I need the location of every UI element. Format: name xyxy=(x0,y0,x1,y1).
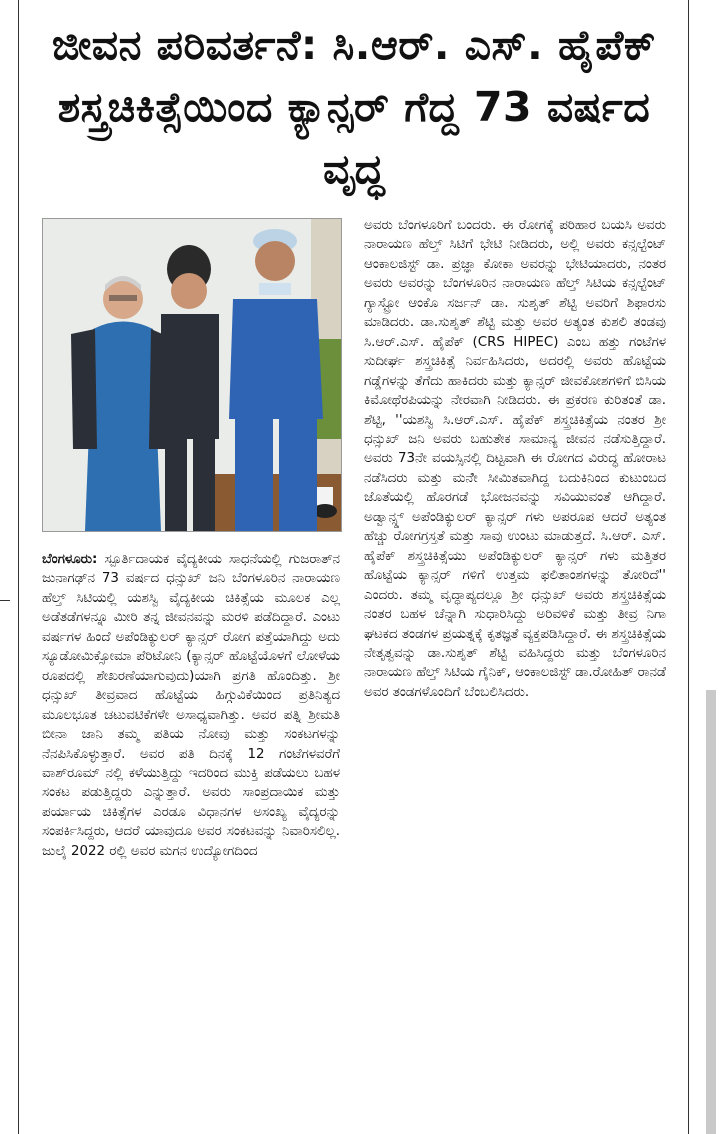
scroll-strip xyxy=(706,690,716,1134)
photo-man-jacket xyxy=(161,314,219,439)
photo-man-leg-left xyxy=(165,437,187,531)
page-rule-left xyxy=(18,0,19,1134)
article-body-left: ಸ್ಪೂರ್ತಿದಾಯಕ ವೈದ್ಯಕೀಯ ಸಾಧನೆಯಲ್ಲಿ ಗುಜರಾತ್‌ನ ಜುನಾಗಢ್‌ನ 73 ವರ್ಷದ ಧನ್ಸುಖ್ ಜನಿ ಬೆಂಗಳೂರಿನ ನಾರಾಯಣ ಹೆಲ್ತ್ ಸಿಟಿಯಲ್ಲಿ ಯಶಸ್ವಿ ವೈದ್ಯಕೀಯ ಚಿಕಿತ್ಸೆಯ ಮೂಲಕ ಎಲ್ಲ ಅಡೆತಡೆಗಳನ್ನೂ ಮೀರಿ ತನ್ನ ಜೀವನವನ್ನು ಮರಳಿ ಪಡೆದಿದ್ದಾರೆ. ಎಂಟು ವರ್ಷಗಳ ಹಿಂದೆ ಅಪೆಂಡಿಕ್ಯುಲರ್ ಕ್ಯಾನ್ಸರ್ ರೋಗ ಪತ್ತೆಯಾಗಿದ್ದು ಅದು ಸ್ಯೂಡೋಮಿಕ್ಸೋಮಾ ಪೆರಿಟೋನಿ (ಕ್ಯಾನ್ಸರ್ ಹೊಟ್ಟೆಯೊಳಗೆ ಲೋಳೆಯ ರೂಪದಲ್ಲಿ ಶೇಖರಣೆಯಾಗುವುದು)ಯಾಗಿ ಪ್ರಗತಿ ಹೊಂದಿತ್ತು. ಶ್ರೀ ಧನ್ಸುಖ್ ತೀವ್ರವಾದ ಹೊಟ್ಟೆಯ ಹಿಗ್ಗುವಿಕೆಯಿಂದ ಪ್ರತಿನಿತ್ಯದ ಮೂಲಭೂತ ಚಟುವಟಿಕೆಗಳೇ ಅಸಾಧ್ಯವಾಗಿತ್ತು. ಅವರ ಪತ್ನಿ ಶ್ರೀಮತಿ ಬೀನಾ ಜಾನಿ ತಮ್ಮ ಪತಿಯ ನೋವು ಮತ್ತು ಸಂಕಟಗಳನ್ನು ನೆನಪಿಸಿಕೊಳ್ಳುತ್ತಾರೆ. ಅವರ ಪತಿ ದಿನಕ್ಕೆ 12 ಗಂಟೆಗಳವರೆಗೆ ವಾಶ್‌ರೂಮ್ ನಲ್ಲಿ ಕಳೆಯುತ್ತಿದ್ದು ಇದರಿಂದ ಮುಕ್ತಿ ಪಡೆಯಲು ಬಹಳ ಸಂಕಟ ಪಡುತ್ತಿದ್ದರು ಎನ್ನುತ್ತಾರೆ. ಅವರು ಸಾಂಪ್ರದಾಯಿಕ ಮತ್ತು ಪರ್ಯಾಯ ಚಿಕಿತ್ಸೆಗಳ ಎರಡೂ ವಿಧಾನಗಳ ಅಸಂಖ್ಯ ವೈದ್ಯರನ್ನು ಸಂಪರ್ಕಿಸಿದ್ದರು, ಆದರೆ ಯಾವುದೂ ಅವರ ಸಂಕಟವನ್ನು ನಿವಾರಿಸಲಿಲ್ಲ. ಜುಲೈ 2022 ರಲ್ಲಿ ಅವರ ಮಗನ ಉದ್ಯೋಗದಿಂದ xyxy=(42,552,340,859)
photo-illustration xyxy=(43,219,341,531)
article-dateline: ಬೆಂಗಳೂರು: xyxy=(42,552,98,567)
photo-doctor-mask xyxy=(259,283,291,295)
article-paragraph-left xyxy=(42,550,340,861)
photo-doctor-face xyxy=(255,241,295,281)
photo-doctor-scrubs-top xyxy=(229,299,323,419)
photo-doctor-leg-right xyxy=(279,417,317,531)
page-rule-right xyxy=(688,0,689,1134)
photo-man-leg-right xyxy=(193,437,215,531)
photo-woman-cardigan-left xyxy=(71,329,97,449)
article-column-left xyxy=(42,550,340,861)
photo-woman-glasses xyxy=(109,295,137,301)
article-photo xyxy=(42,218,342,532)
photo-doctor-leg-left xyxy=(235,417,273,531)
article-headline: ಜೀವನ ಪರಿವರ್ತನೆ: ಸಿ.ಆರ್. ಎಸ್. ಹೈಪೆಕ್ ಶಸ್ತ್ರಚಿಕಿತ್ಸೆಯಿಂದ ಕ್ಯಾನ್ಸರ್ ಗೆದ್ದ 73 ವರ್ಷದ ವೃದ್ಧ xyxy=(51,21,657,193)
article-body-right: ಅವರು ಬೆಂಗಳೂರಿಗೆ ಬಂದರು. ಈ ರೋಗಕ್ಕೆ ಪರಿಹಾರ ಬಯಸಿ ಅವರು ನಾರಾಯಣ ಹೆಲ್ತ್ ಸಿಟಿಗೆ ಭೇಟಿ ನೀಡಿದರು, ಅಲ್ಲಿ ಅವರು ಕನ್ಸಲ್ಟೆಂಟ್ ಆಂಕಾಲಜಿಸ್ಟ್ ಡಾ. ಪ್ರಜ್ಞಾ ಕೋಕಾ ಅವರನ್ನು ಭೇಟಿಯಾದರು, ನಂತರ ಅವರು ಅವರನ್ನು ಬೆಂಗಳೂರಿನ ನಾರಾಯಣ ಹೆಲ್ತ್ ಸಿಟಿಯ ಕನ್ಸಲ್ಟೆಂಟ್ ಗ್ಯಾಸ್ಟ್ರೋ ಆಂಕೊ ಸರ್ಜನ್ ಡಾ. ಸುಶೃತ್ ಶೆಟ್ಟಿ ಅವರಿಗೆ ಶಿಫಾರಸು ಮಾಡಿದರು. ಡಾ.ಸುಶೃತ್ ಶೆಟ್ಟಿ ಮತ್ತು ಅವರ ಅತ್ಯಂತ ಕುಶಲಿ ತಂಡವು ಸಿ.ಆರ್.ಎಸ್. ಹೈಪೆಕ್ (CRS HIPEC) ಎಂಬ ಹತ್ತು ಗಂಟೆಗಳ ಸುದೀರ್ಘ ಶಸ್ತ್ರಚಿಕಿತ್ಸೆ ನಿರ್ವಹಿಸಿದರು, ಅದರಲ್ಲಿ ಅವರು ಹೊಟ್ಟೆಯ ಗಡ್ಡೆಗಳನ್ನು ತೆಗೆದು ಹಾಕಿದರು ಮತ್ತು ಕ್ಯಾನ್ಸರ್ ಜೀವಕೋಶಗಳಿಗೆ ಬಿಸಿಯ ಕಿಮೋಥೆರಪಿಯನ್ನು ನೇರವಾಗಿ ನೀಡಿದರು. ಈ ಪ್ರಕರಣ ಕುರಿತಂತೆ ಡಾ. ಶೆಟ್ಟಿ, ''ಯಶಸ್ವಿ ಸಿ.ಆರ್.ಎಸ್. ಹೈಪೆಕ್ ಶಸ್ತ್ರಚಿಕಿತ್ಸೆಯ ನಂತರ ಶ್ರೀ ಧನ್ಸುಖ್ ಜನಿ ಅವರು ಬಹುತೇಕ ಸಾಮಾನ್ಯ ಜೀವನ ನಡೆಸುತ್ತಿದ್ದಾರೆ. ಅವರು 73ನೇ ವಯಸ್ಸಿನಲ್ಲಿ ದಿಟ್ಟವಾಗಿ ಈ ರೋಗದ ವಿರುದ್ಧ ಹೋರಾಟ ನಡೆಸಿದರು ಮತ್ತು ಮನೆೇ ಸೀಮಿತವಾಗಿದ್ದ ಬದುಕಿನಿಂದ ಕುಟುಂಬದ ಜೊತೆಯಲ್ಲಿ ಹೊರಗಡೆ ಭೋಜನವನ್ನು ಸವಿಯುವಂತೆ ಆಗಿದ್ದಾರೆ. ಅಡ್ವಾನ್ಸ್ಡ್ ಅಪೆಂಡಿಕ್ಯುಲರ್ ಕ್ಯಾನ್ಸರ್ ಗಳು ಅಪರೂಪ ಆದರೆ ಅತ್ಯಂತ ಹೆಚ್ಚು ರೋಗಗ್ರಸ್ತತೆ ಮತ್ತು ಸಾವು ಉಂಟು ಮಾಡುತ್ತದೆ. ಸಿ.ಆರ್. ಎಸ್. ಹೈಪೆಕ್ ಶಸ್ತ್ರಚಿಕಿತ್ಸೆಯು ಅಪೆಂಡಿಕ್ಯುಲರ್ ಕ್ಯಾನ್ಸರ್ ಗಳು ಮತ್ತಿತರ ಹೊಟ್ಟೆಯ ಕ್ಯಾನ್ಸರ್ ಗಳಿಗೆ ಉತ್ತಮ ಫಲಿತಾಂಶಗಳನ್ನು ತೋರಿದೆ'' ಎಂದರು. ತಮ್ಮ ವೃದ್ಧಾಪ್ಯದಲ್ಲೂ ಶ್ರೀ ಧನ್ಸುಖ್ ಅವರು ಶಸ್ತ್ರಚಿಕಿತ್ಸೆಯ ನಂತರ ಬಹಳ ಚೆನ್ನಾಗಿ ಸುಧಾರಿಸಿದ್ದು ಅರಿವಳಿಕೆ ಮತ್ತು ತೀವ್ರ ನಿಗಾ ಘಟಕದ ತಂಡಗಳ ಪ್ರಯತ್ನಕ್ಕೆ ಕೃತಜ್ಞತೆ ವ್ಯಕ್ತಪಡಿಸಿದ್ದಾರೆ. ಈ ಶಸ್ತ್ರಚಿಕಿತ್ಸೆಯ ನೇತೃತ್ವವನ್ನು ಡಾ.ಸುಶೃತ್ ಶೆಟ್ಟಿ ವಹಿಸಿದ್ದರು ಮತ್ತು ಬೆಂಗಳೂರಿನ ನಾರಾಯಣ ಹೆಲ್ತ್ ಸಿಟಿಯ ಗೈನಿಕ್, ಆಂಕಾಲಜಿಸ್ಟ್ ಡಾ.ರೋಹಿತ್ ರಾನಡೆ ಅವರ ತಂಡಗಳೊಂದಿಗೆ ಬೆಂಬಲಿಸಿದರು. xyxy=(364,218,666,700)
article-column-right xyxy=(364,216,666,702)
column-edge-mark xyxy=(0,600,10,601)
photo-man-face xyxy=(171,273,207,309)
